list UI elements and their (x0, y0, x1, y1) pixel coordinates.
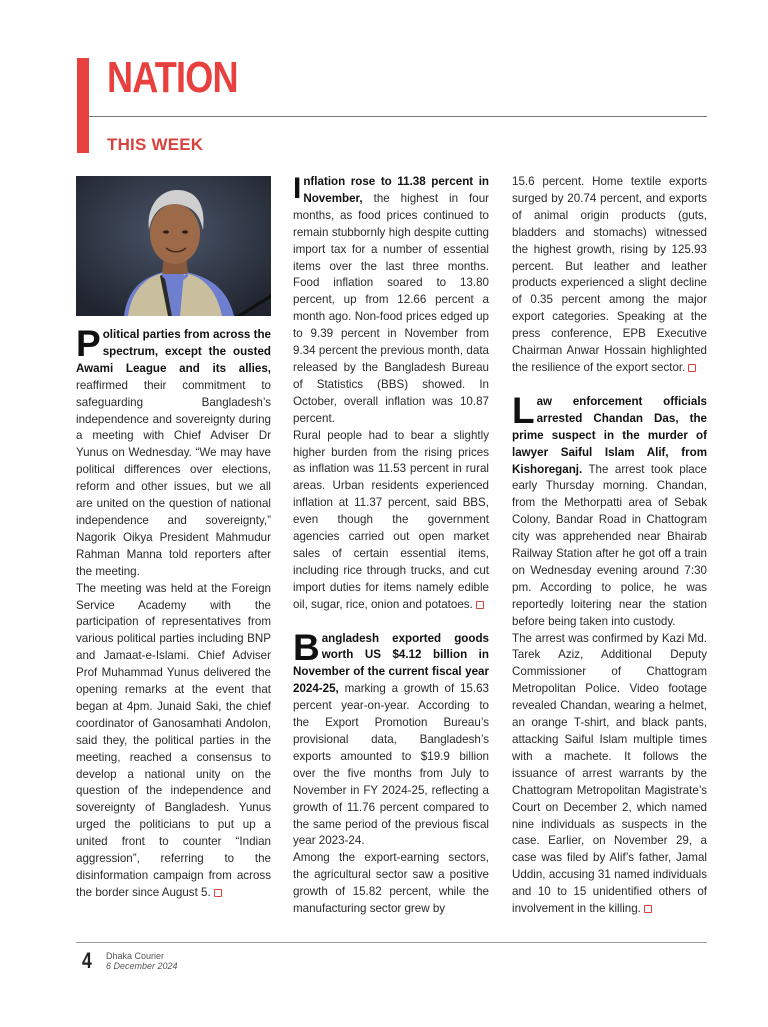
article-body (293, 174, 489, 428)
paragraph: The arrest was confirmed by Kazi Md. Tarek Aziz, Additional Deputy Commissioner of Chattogram Metropolitan Police. Video footage revealed Chandan, wearing a helmet, an orange T-shirt, and black pants, attacking Saiful Islam multiple times with a machete. It follows the issuance of arrest warrants by the Chattogram Metropolitan Magistrate’s Court on December 2, which named nine individuals as suspects in the case. Earlier, on November 29, a case was filed by Alif’s father, Jamal Uddin, accusing 31 named individuals and 10 to 15 unidentified others of involvement in the killing. (512, 631, 707, 916)
article-lead: aw enforcement officials arrested Chandan Das, the prime suspect in the murder of lawyer Saiful Islam Alif, from Kishoreganj. (512, 394, 707, 476)
article-lead: nflation rose to 11.38 percent in November, (303, 175, 489, 205)
page-number: 4 (82, 948, 92, 973)
paragraph: The arrest took place early Thursday morning. Chandan, from the Methorpatti area of Sebak Colony, Bandar Road in Chattogram city was apprehended near Bhairab Railway Station after he got off a train on Wednesday evening around 7:30 pm. According to police, he was reportedly loitering near the station before being taken into custody. (512, 462, 707, 628)
drop-cap: L (512, 389, 535, 431)
paragraph: Among the export-earning sectors, the agricultural sector saw a positive growth of 15.82 percent, while the manufacturing sector grew by (293, 851, 489, 916)
paragraph: marking a growth of 15.63 percent year-on-year. According to the Export Promotion Bureau’s provisional data, Bangladesh’s exports amounted to $19.9 billion over the five months from July to November in FY 2024-25, reflecting a growth of 11.76 percent compared to the same period of the previous fiscal year 2023-24. (293, 682, 489, 848)
article-photo (76, 176, 271, 316)
column-middle (293, 174, 489, 918)
section-title: NATION (107, 53, 238, 102)
drop-cap: I (293, 172, 302, 205)
footer-divider (76, 942, 707, 943)
portrait-illustration (76, 176, 271, 316)
paragraph: 15.6 percent. Home textile exports surged by 20.74 percent, and exports of animal origin products (guts, bladders and stomachs) witnessed the highest growth, rising by 125.93 percent. But leather and leather products experienced a slight decline of 0.35 percent among the major export categories. Speaking at the press conference, EPB Executive Chairman Anwar Hossain highlighted the resilience of the export sector. (512, 175, 707, 374)
publication-name: Dhaka Courier (106, 951, 165, 961)
article-body (293, 428, 489, 614)
article-body (512, 631, 707, 918)
article-exports-continued (512, 174, 707, 377)
paragraph: the highest in four months, as food prices continued to remain stubbornly high despite cutting import tax for a number of essential items over the last three months. Food inflation soared to 13.80 percent, up from 12.66 percent a month ago. Non-food prices edged up to 9.39 percent in November from 9.34 percent the previous month, data released by the Bangladesh Bureau of Statistics (BBS) showed. In October, overall inflation was 10.87 percent. (293, 191, 489, 425)
end-of-article-icon (476, 601, 484, 609)
article-lead: angladesh exported goods worth US $4.12 billion in November of the current fiscal year 2024-25, (293, 631, 489, 696)
article-body (293, 626, 489, 851)
publication-date: 6 December 2024 (106, 961, 178, 971)
drop-cap: B (293, 626, 320, 668)
end-of-article-icon (688, 364, 696, 372)
article-political-parties (76, 323, 271, 902)
article-body (76, 581, 271, 902)
article-arrest (512, 389, 707, 918)
end-of-article-icon (214, 889, 222, 897)
article-body (293, 850, 489, 918)
header-divider (89, 116, 707, 117)
article-body (512, 389, 707, 631)
article-exports (293, 626, 489, 918)
article-lead: olitical parties from across the spectrum, except the ousted Awami League and its allies, (76, 328, 271, 375)
paragraph: reaffirmed their commitment to safeguarding Bangladesh’s independence and sovereignty during a meeting with Chief Adviser Dr Yunus on Wednesday. “We may have political differences over elections, reform and other issues, but we all are united on the question of national independence and sovereignty,” Nagorik Oikya President Mahmudur Rahman Manna told reporters after the meeting. (76, 378, 271, 578)
paragraph: The meeting was held at the Foreign Service Academy with the participation of representatives from various political parties including BNP and Jamaat-e-Islami. Chief Adviser Prof Muhammad Yunus delivered the opening remarks at the event that began at 4pm. Junaid Saki, the chief coordinator of Ganosamhati Andolon, said they, the political parties in the meeting, reached a consensus to develop a national unity on the question of the independence and sovereignty of Bangladesh. Yunus urged the politicians to put up a united front to counter “Indian aggression”, referring to the disinformation campaign from across the border since August 5. (76, 581, 271, 899)
end-of-article-icon (644, 905, 652, 913)
article-body (76, 323, 271, 581)
drop-cap: P (76, 323, 101, 364)
section-accent-bar (77, 58, 89, 153)
article-body (512, 174, 707, 377)
paragraph: Rural people had to bear a slightly higher burden from the rising prices as inflation was 11.53 percent in rural areas. Urban residents experienced inflation at 11.37 percent, said BBS, even though the government agencies carried out open market sales of certain essential items, including rice through trucks, and cut import duties for items namely edible oil, sugar, rice, onion and potatoes. (293, 428, 489, 611)
column-right (512, 174, 707, 918)
article-inflation (293, 174, 489, 614)
section-subtitle: THIS WEEK (107, 135, 204, 154)
